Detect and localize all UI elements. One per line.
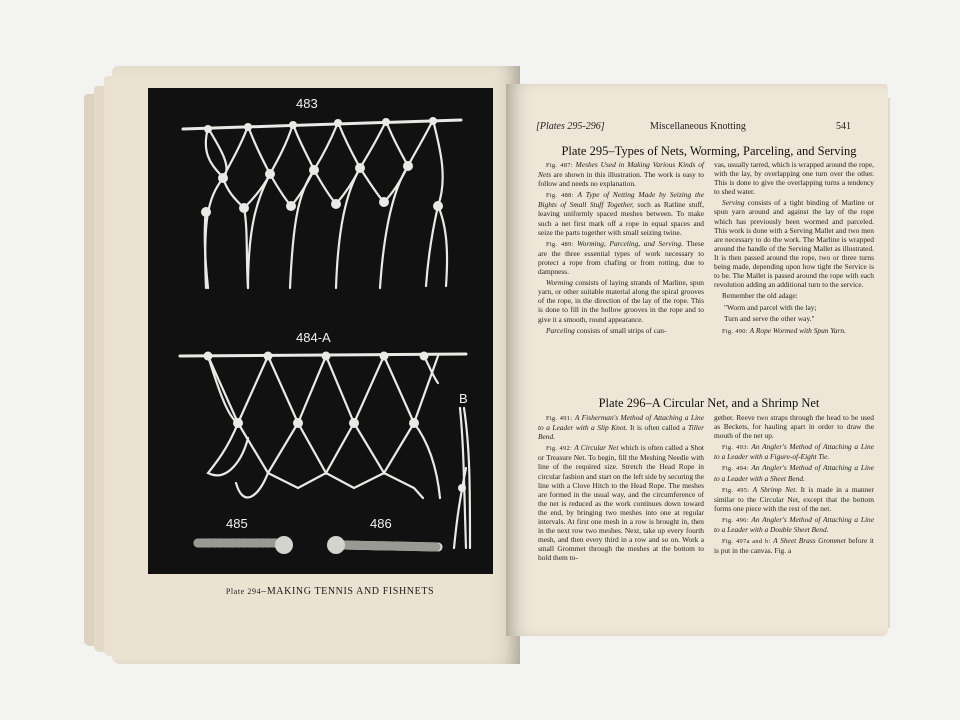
fig-493-label: Fig. 493: bbox=[722, 444, 749, 452]
fig-491-label: Fig. 491: bbox=[546, 415, 573, 422]
knot-illustration bbox=[148, 88, 493, 574]
worming-term: Worming bbox=[546, 278, 573, 288]
fig-497-text: before it is put in the canvas. Fig. a bbox=[714, 536, 874, 556]
adage-line-2: Turn and serve the other way." bbox=[724, 313, 815, 323]
label-484a: 484-A bbox=[296, 330, 331, 345]
adage-line-1: "Worm and parcel with the lay; bbox=[724, 303, 817, 313]
running-head-center: Miscellaneous Knotting bbox=[650, 121, 746, 132]
fig-490-label: Fig. 490: bbox=[722, 327, 748, 335]
caption-text: –MAKING TENNIS AND FISHNETS bbox=[261, 586, 435, 597]
section-title-296: Plate 296–A Circular Net, and a Shrimp Net bbox=[598, 396, 820, 410]
fig-488-text: such as Ratline stuff, leaving uniformly spaced meshes between. To make such a net first mark off a rope in equal spaces and seize the parts together with small seizing twine. bbox=[538, 200, 704, 237]
fig-495-text: It is made in a manner similar to the Circular Net, except that the bottom forms one piece with the rest of the net. bbox=[714, 484, 874, 513]
fig-492-text: which is often called a Shot or Treasure Net. To begin, fill the Meshing Needle with line of the required size. Stretch the Head Rope in circular fashion and start on the left side by securing the line with a Clove Hitch to the Head Rope. The meshes are formed in the usual way, and the circumference of the net is reduced as the work continues down toward the end, by bringing two meshes into one at regular intervals. At first one mesh in a row is brought in, then in the next row two meshes. Next, take up every fourth mesh, and then every third in a row and so on. Work a small Grommet through the meshes at the bottom to hold them to- bbox=[538, 443, 704, 563]
fig-491-text: It is often called a bbox=[629, 423, 686, 433]
fig-492-title: A Circular Net bbox=[574, 443, 619, 453]
fig-487-text: are shown in this illustration. The work is easy to follow and needs no explanation. bbox=[538, 170, 704, 189]
fig-495-label: Fig. 495: bbox=[722, 486, 750, 494]
parceling-text: consists of small strips of can- bbox=[576, 325, 667, 335]
fig-492-label: Fig. 492: bbox=[546, 445, 573, 453]
col2-top-text: vas, usually tarred, which is wrapped around the rope, with the lay, by overlapping one turn over the other. This is done to give the overlapping turns a tendency to shed water. bbox=[714, 160, 874, 197]
fig-495-title: A Shrimp Net. bbox=[752, 484, 798, 494]
running-head-left: [Plates 295-296] bbox=[536, 121, 605, 132]
fig-487-label: Fig. 487: bbox=[546, 162, 573, 169]
label-485: 485 bbox=[226, 516, 248, 531]
page-number: 541 bbox=[836, 121, 851, 132]
fig-488-title: A Type of Netting Made by Seizing the Bights of Small Stuff Together, bbox=[538, 190, 704, 210]
fig-489-text: These are the three essential types of work necessary to protect a rope from chafing or from rotting, due to dampness. bbox=[538, 238, 704, 277]
label-486: 486 bbox=[370, 516, 392, 531]
fig-493-title: An Angler's Method of Attaching a Line to a Leader with a Figure-of-Eight Tie. bbox=[714, 442, 874, 462]
fig-488-label: Fig. 488: bbox=[546, 192, 574, 200]
col2b-top-text: gether. Reeve two straps through the head to be used as Beckets, for hauling apart in order to draw the mouth of the net up. bbox=[714, 413, 874, 441]
fig-489-label: Fig. 489: bbox=[546, 240, 574, 248]
label-b: B bbox=[459, 391, 468, 406]
fig-490-title: A Rope Wormed with Spun Yarn. bbox=[749, 325, 846, 335]
fig-489-title: Worming, Parceling, and Serving. bbox=[577, 238, 683, 248]
fig-496-label: Fig. 496: bbox=[722, 516, 749, 524]
column-1-upper bbox=[538, 160, 704, 337]
serving-term: Serving bbox=[722, 198, 745, 208]
fig-497-title: A Sheet Brass Grommet bbox=[773, 536, 846, 546]
parceling-term: Parceling bbox=[546, 325, 575, 335]
adage-intro: Remember the old adage: bbox=[722, 291, 798, 301]
fig-494-title: An Angler's Method of Attaching a Line to a Leader with a Sheet Bend. bbox=[714, 463, 874, 483]
worming-text: consists of laying strands of Marline, spun yarn, or other suitable material along the spiral grooves of the rope, in the direction of the lay of the rope. This is done to fill in the hollow grooves in the rope and to give it a smooth, round appearance. bbox=[538, 278, 704, 324]
fig-494-label: Fig. 494: bbox=[722, 465, 749, 473]
caption-prefix: Plate 294 bbox=[225, 587, 262, 596]
fig-491-title: A Fisherman's Method of Attaching a Line to a Leader with a Slip Knot. bbox=[538, 413, 704, 433]
serving-text: consists of a tight binding of Marline or spun yarn around and against the lay of the rope which has previously been wormed and parceled. This work is done with a Serving Mallet and two men are necessary to do the work. The Marline is wrapped around the handle of the Serving Mallet as illustrated. It is then passed around the rope, two or three turns being made, depending upon how tight the Service is to be. The Mallet is passed around the rope with each revolution adding an additional turn to the service. bbox=[714, 198, 874, 290]
fig-487-title: Meshes Used in Making Various Kinds of Nets bbox=[538, 160, 704, 180]
fig-496-title: An Angler's Method of Attaching a Line to a Leader with a Double Sheet Bend. bbox=[714, 514, 874, 535]
label-483: 483 bbox=[296, 96, 318, 111]
fig-497-label: Fig. 497a and b: bbox=[722, 538, 771, 546]
column-1-lower bbox=[538, 413, 704, 565]
plate-caption bbox=[200, 586, 460, 597]
column-2-lower bbox=[714, 413, 874, 557]
column-2-upper bbox=[714, 160, 874, 338]
plate-photo bbox=[148, 88, 493, 574]
section-title-295: Plate 295–Types of Nets, Worming, Parceling, and Serving bbox=[561, 144, 857, 158]
fig-491-tail: Tiller Bend. bbox=[538, 423, 704, 442]
